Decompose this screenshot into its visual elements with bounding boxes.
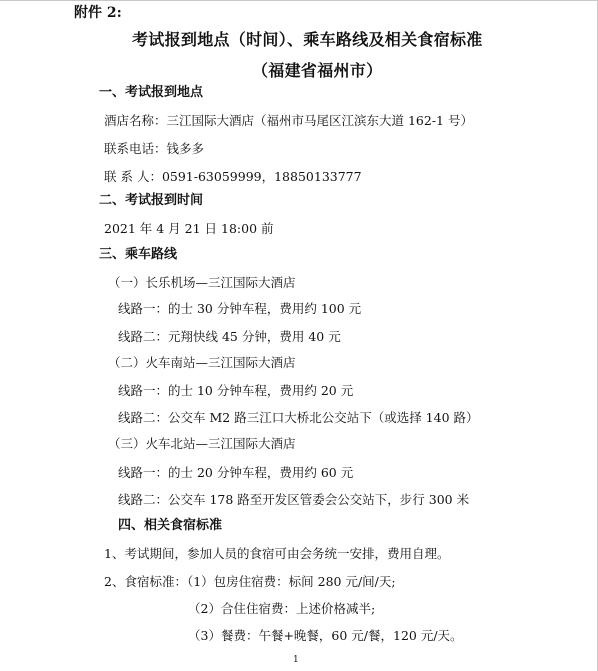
contact-phone-label-line: 联系电话：钱多多 — [104, 141, 205, 156]
section-heading-routes: 三、乘车路线 — [99, 247, 178, 262]
hotel-name-line: 酒店名称：三江国际大酒店（福州市马尾区江滨东大道 162-1 号） — [104, 113, 473, 128]
document-title: 考试报到地点（时间）、乘车路线及相关食宿标准 — [132, 30, 483, 49]
route-group-title-south-station: （二）火车南站—三江国际大酒店 — [108, 355, 296, 370]
section-heading-location: 一、考试报到地点 — [99, 85, 204, 100]
route-group-title-airport: （一）长乐机场—三江国际大酒店 — [108, 275, 296, 290]
route-line-north-station-2: 线路二：公交车 178 路至开发区管委会公交站下，步行 300 米 — [118, 492, 470, 507]
section-heading-accommodation: 四、相关食宿标准 — [118, 518, 223, 533]
accommodation-item-2-meals: （3）餐费：午餐+晚餐，60 元/餐，120 元/天。 — [188, 628, 463, 643]
page-border-top — [0, 0, 598, 1]
route-line-north-station-1: 线路一：的士 20 分钟车程，费用约 60 元 — [118, 465, 354, 480]
route-line-south-station-2: 线路二：公交车 M2 路三江口大桥北公交站下（或选择 140 路） — [118, 410, 479, 425]
report-time-value: 2021 年 4 月 21 日 18:00 前 — [104, 221, 274, 236]
route-line-south-station-1: 线路一：的士 10 分钟车程，费用约 20 元 — [118, 383, 354, 398]
accommodation-item-2-shared-room: （2）合住住宿费：上述价格减半; — [188, 601, 376, 616]
accommodation-item-2: 2、食宿标准：（1）包房住宿费：标间 280 元/间/天; — [104, 574, 396, 589]
accommodation-item-1: 1、考试期间，参加人员的食宿可由会务统一安排，费用自理。 — [104, 546, 450, 561]
contact-person-label-line: 联 系 人：0591-63059999，18850133777 — [104, 169, 362, 184]
page-number: 1 — [293, 655, 299, 665]
document-subtitle-region: （福建省福州市） — [252, 61, 383, 80]
section-heading-time: 二、考试报到时间 — [99, 193, 204, 208]
route-line-airport-2: 线路二：元翔快线 45 分钟，费用 40 元 — [118, 329, 341, 344]
attachment-label: 附件 2: — [74, 5, 122, 21]
route-group-title-north-station: （三）火车北站—三江国际大酒店 — [108, 436, 296, 451]
route-line-airport-1: 线路一：的士 30 分钟车程，费用约 100 元 — [118, 301, 362, 316]
